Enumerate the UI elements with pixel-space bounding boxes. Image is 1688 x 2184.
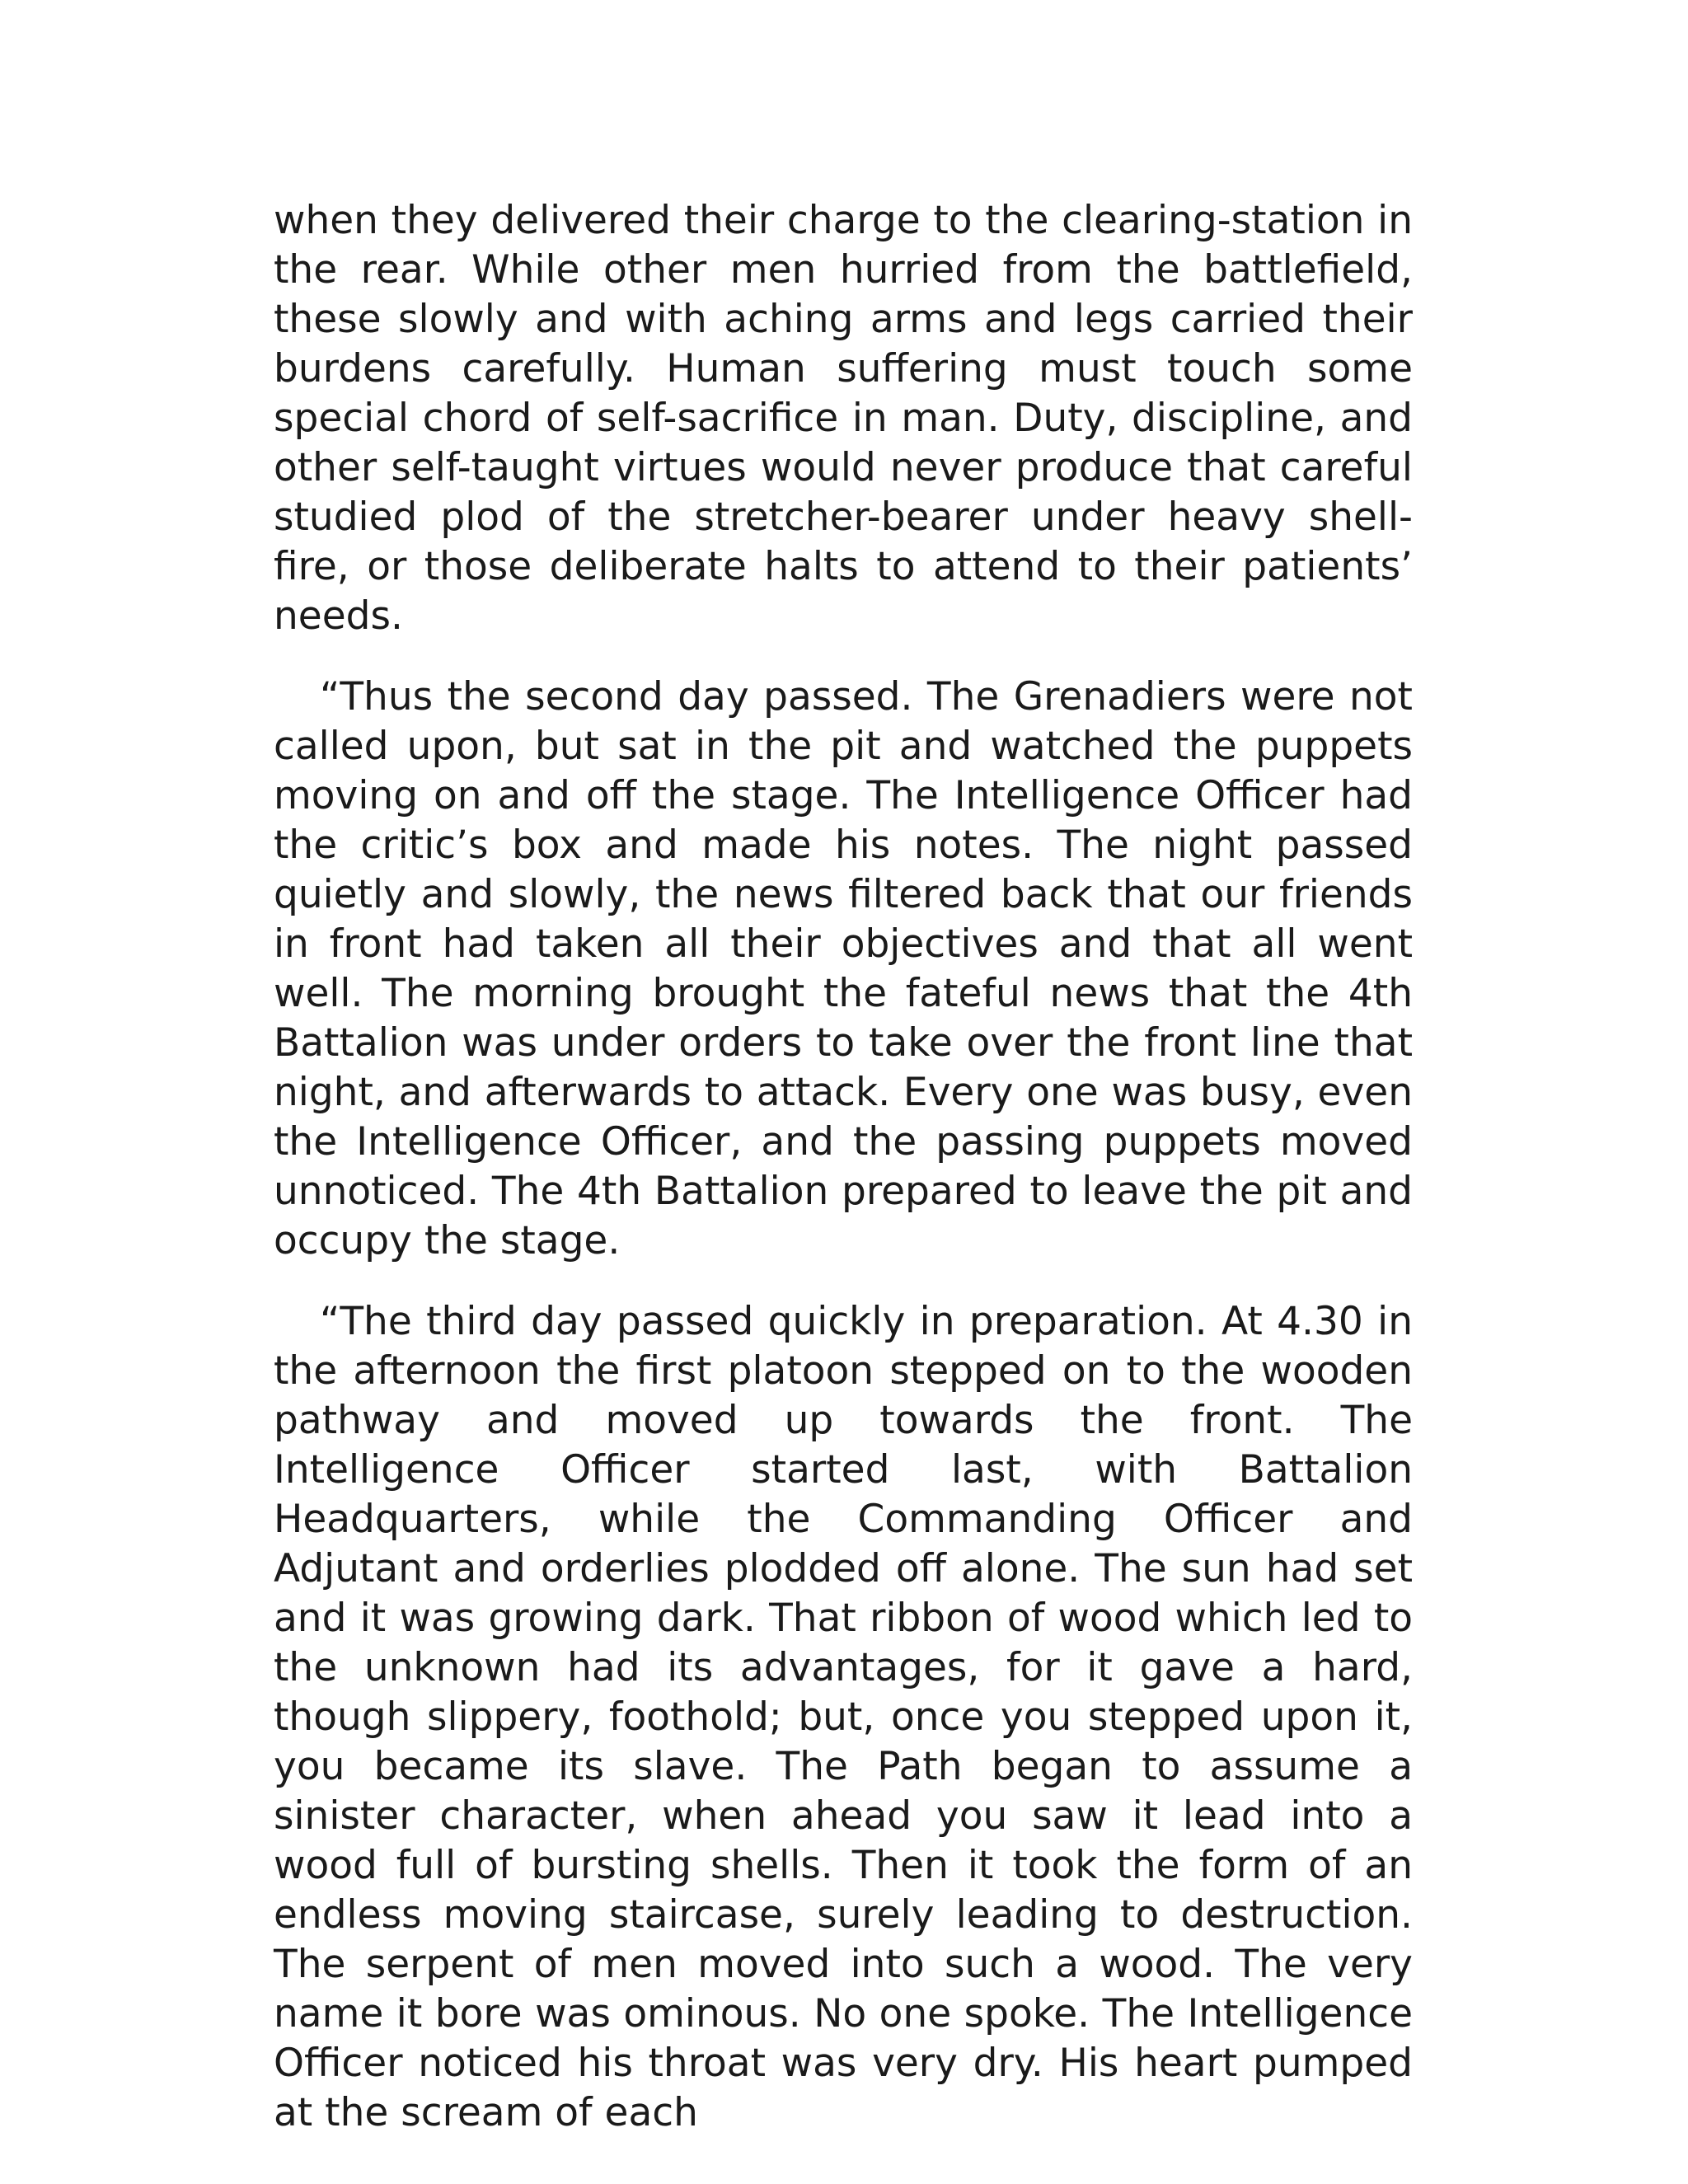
body-text [274,196,1413,2138]
paragraph-3: “The third day passed quickly in preparation. At 4.30 in the afternoon the first platoon stepped on to the wooden pathway and moved up towards the front. The Intelligence Officer started last, with Battalion Headquarters, while the Commanding Officer and Adjutant and orderlies plodded off alone. The sun had set and it was growing dark. That ribbon of wood which led to the unknown had its advantages, for it gave a hard, though slippery, foothold; but, once you stepped upon it, you became its slave. The Path began to assume a sinister character, when ahead you saw it lead into a wood full of bursting shells. Then it took the form of an endless moving staircase, surely leading to destruction. The serpent of men moved into such a wood. The very name it bore was ominous. No one spoke. The Intelligence Officer noticed his throat was very dry. His heart pumped at the scream of each [274,1299,1413,2135]
paragraph-2: “Thus the second day passed. The Grenadiers were not called upon, but sat in the pit and watched the puppets moving on and off the stage. The Intelligence Officer had the critic’s box and made his notes. The night passed quietly and slowly, the news filtered back that our friends in front had taken all their objectives and that all went well. The morning brought the fateful news that the 4th Battalion was under orders to take over the front line that night, and afterwards to attack. Every one was busy, even the Intelligence Officer, and the passing puppets moved unnoticed. The 4th Battalion prepared to leave the pit and occupy the stage. [274,674,1413,1263]
paragraph-1: when they delivered their charge to the clearing-station in the rear. While other men hurried from the battlefield, these slowly and with aching arms and legs carried their burdens carefully. Human suffering must touch some special chord of self-sacrifice in man. Duty, discipline, and other self-taught virtues would never produce that careful studied plod of the stretcher-bearer under heavy shell-fire, or those deliberate halts to attend to their patients’ needs. [274,198,1413,639]
